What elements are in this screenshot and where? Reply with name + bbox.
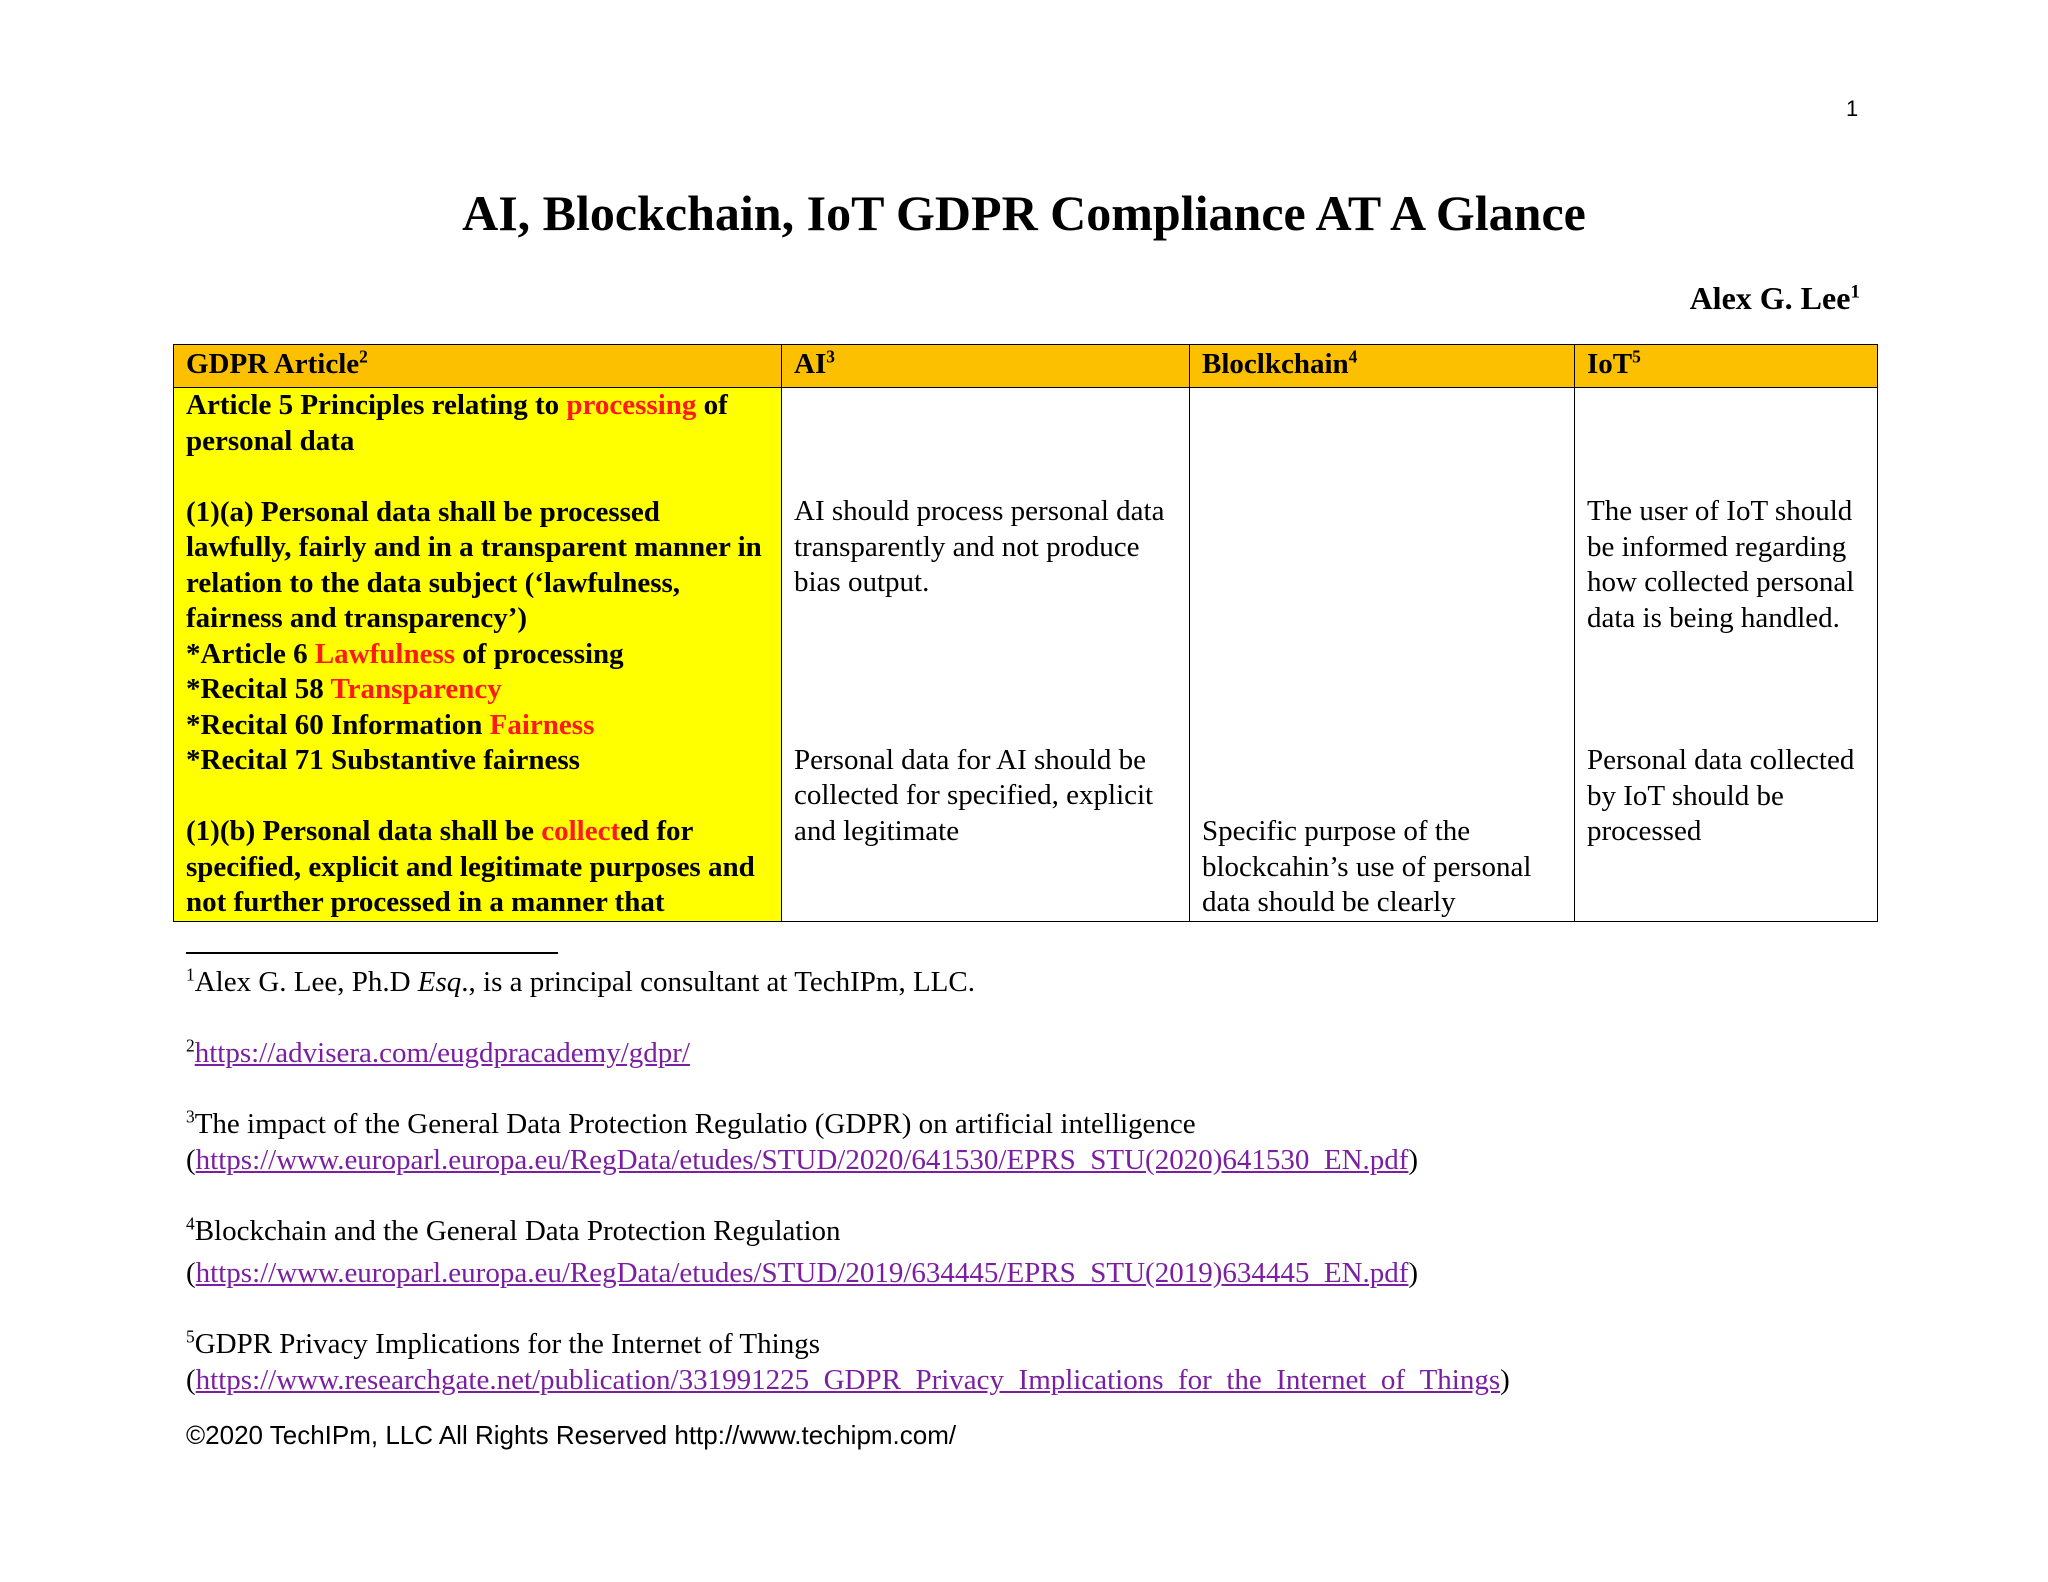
article-point-1a: (1)(a) Personal data shall be processed lawfully, fairly and in a transparent manner in relation to the data subject (‘lawfulness, fairness and transparency’)	[186, 495, 762, 634]
article-reference: *Recital 60 Information Fairness	[186, 708, 595, 741]
footnote-ref[interactable]: 5	[1632, 346, 1641, 367]
article-reference: *Recital 58 Transparency	[186, 673, 502, 705]
blockchain-point-1b: Specific purpose of the blockcahin’s use of personal data should be clearly	[1202, 815, 1532, 918]
footnote-2: $^2$https://advisera.com/eugdpracademy/gdpr/	[186, 1035, 690, 1069]
ai-point-1b: Personal data for AI should be collected for specified, explicit and legitimate	[794, 743, 1154, 847]
footnote-ref[interactable]: 3	[826, 346, 835, 367]
document-title: AI, Blockchain, IoT GDPR Compliance AT A Glance	[462, 185, 1586, 241]
article-reference: *Article 6 Lawfulness of processing	[186, 637, 624, 670]
header-blockchain: Bloclkchain$^4$	[1190, 345, 1575, 388]
header-iot: IoT$^5$	[1575, 345, 1878, 388]
footnote-link[interactable]: https://www.europarl.europa.eu/RegData/etudes/STUD/2020/641530/EPRS_STU(2020)641530_EN.pdf	[195, 1144, 1409, 1176]
page-number: 1	[1846, 96, 1859, 121]
footnote-link[interactable]: https://www.europarl.europa.eu/RegData/etudes/STUD/2019/634445/EPRS_STU(2019)634445_EN.pdf	[195, 1257, 1409, 1289]
gdpr-article-cell	[174, 388, 782, 922]
copyright-notice: ©2020 TechIPm, LLC All Rights Reserved http://www.techipm.com/	[186, 1420, 957, 1450]
iot-cell	[1575, 388, 1878, 922]
footnote-link[interactable]: https://www.researchgate.net/publication/331991225_GDPR_Privacy_Implications_for_the_Internet_of_Things	[195, 1364, 1501, 1396]
author-name: Alex G. Lee	[1689, 280, 1851, 316]
article-heading: Article 5 Principles relating to processing of personal data	[186, 389, 728, 457]
footnote-divider	[186, 952, 558, 954]
footnote-1: $^1$Alex G. Lee, Ph.D Esq., is a principal consultant at TechIPm, LLC.	[186, 964, 975, 998]
header-row	[174, 345, 1878, 388]
footnote-4: $^4$Blockchain and the General Data Protection Regulation (https://www.europarl.europa.eu/RegData/etudes/STUD/2019/634445/EPRS_STU(2019)634445_EN.pdf)	[186, 1213, 1419, 1289]
header-gdpr-article: GDPR Article$^2$	[174, 345, 782, 388]
footnote-ref[interactable]: 2	[359, 346, 368, 367]
article-reference: *Recital 71 Substantive fairness	[186, 744, 580, 776]
footnotes	[186, 964, 1846, 1420]
footnote-ref[interactable]: 4	[1348, 346, 1358, 367]
footnote-5: $^5$GDPR Privacy Implications for the Internet of Things (https://www.researchgate.net/publication/331991225_GDPR_Privacy_Implications_for_the_Internet_of_Things)	[186, 1326, 1510, 1396]
compliance-table	[173, 344, 1878, 922]
iot-point-1a: The user of IoT should be informed regarding how collected personal data is being handled.	[1587, 495, 1855, 634]
iot-point-1b: Personal data collected by IoT should be processed	[1587, 744, 1855, 847]
article-point-1b: (1)(b) Personal data shall be collected for specified, explicit and legitimate purposes and not further processed in a manner that	[186, 815, 755, 918]
table-row	[174, 388, 1878, 922]
footnote-3: $^3$The impact of the General Data Protection Regulatio (GDPR) on artificial intelligence (https://www.europarl.europa.eu/RegData/etudes/STUD/2020/641530/EPRS_STU(2020)641530_EN.pdf)	[186, 1106, 1419, 1176]
author-line	[1660, 280, 1860, 317]
footnote-ref[interactable]: 1	[1850, 281, 1860, 303]
ai-cell	[782, 388, 1190, 922]
ai-point-1a: AI should process personal data transparently and not produce bias output.	[794, 495, 1165, 598]
blockchain-cell	[1190, 388, 1575, 922]
header-ai: $AI^3$	[782, 345, 1190, 388]
footnote-link[interactable]: https://advisera.com/eugdpracademy/gdpr/	[194, 1037, 690, 1069]
